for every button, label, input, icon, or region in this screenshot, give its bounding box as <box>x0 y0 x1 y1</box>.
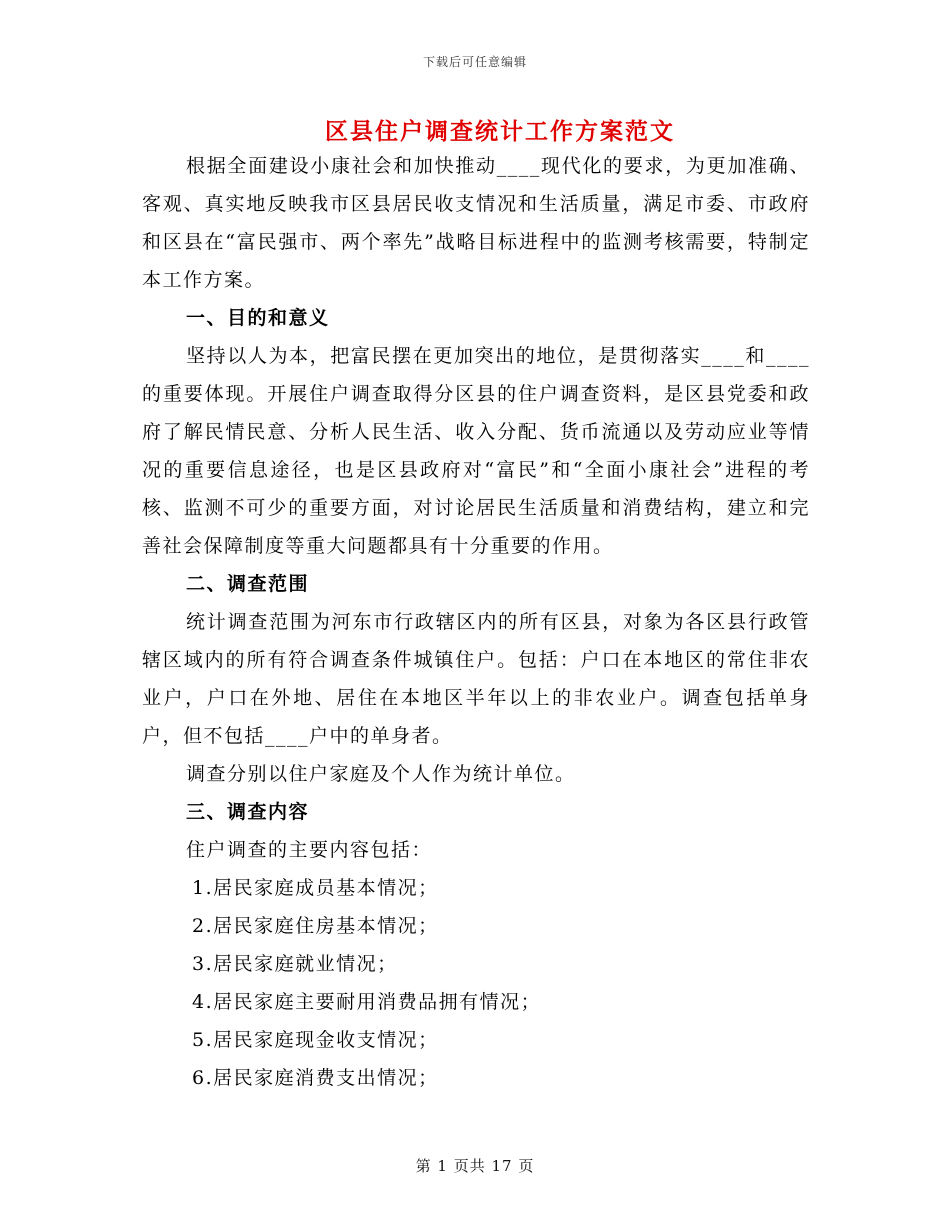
document-title: 区县住户调查统计工作方案范文 <box>325 118 675 145</box>
section-3-heading: 三、调查内容 <box>186 801 310 823</box>
intro-paragraph: 根据全面建设小康社会和加快推动____现代化的要求，为更加准确、客观、真实地反映我市区县居民收支情况和生活质量，满足市委、市政府和区县在“富民强市、两个率先”战略目标进程中的监测考核需要，特制定本工作方案。 <box>142 155 810 291</box>
section-2-paragraph-1: 统计调查范围为河东市行政辖区内的所有区县，对象为各区县行政管辖区域内的所有符合调查条件城镇住户。包括：户口在本地区的常住非农业户，户口在外地、居住在本地区半年以上的非农业户。调查包括单身户，但不包括____户中的单身者。 <box>142 611 810 747</box>
list-item: 1.居民家庭成员基本情况； <box>192 877 439 899</box>
section-1-paragraph: 坚持以人为本，把富民摆在更加突出的地位，是贯彻落实____和____的重要体现。开展住户调查取得分区县的住户调查资料，是区县党委和政府了解民情民意、分析人民生活、收入分配、货币流通以及劳动应业等情况的重要信息途径，也是区县政府对“富民”和“全面小康社会”进程的考核、监测不可少的重要方面，对讨论居民生活质量和消费结构，建立和完善社会保障制度等重大问题都具有十分重要的作用。 <box>142 345 810 557</box>
section-1-heading: 一、目的和意义 <box>186 307 330 329</box>
section-2-heading: 二、调查范围 <box>186 573 310 595</box>
list-item: 2.居民家庭住房基本情况； <box>192 915 439 937</box>
list-item: 5.居民家庭现金收支情况； <box>192 1029 439 1051</box>
header-note: 下载后可任意编辑 <box>422 55 527 69</box>
section-2-paragraph-2: 调查分别以住户家庭及个人作为统计单位。 <box>186 763 576 785</box>
list-item: 4.居民家庭主要耐用消费品拥有情况； <box>192 991 542 1013</box>
document-body <box>142 147 810 1097</box>
list-item: 3.居民家庭就业情况； <box>192 953 398 975</box>
page-footer: 第 1 页共 17 页 <box>415 1157 535 1175</box>
section-3-intro: 住户调查的主要内容包括： <box>186 839 433 861</box>
list-item: 6.居民家庭消费支出情况； <box>192 1067 439 1089</box>
